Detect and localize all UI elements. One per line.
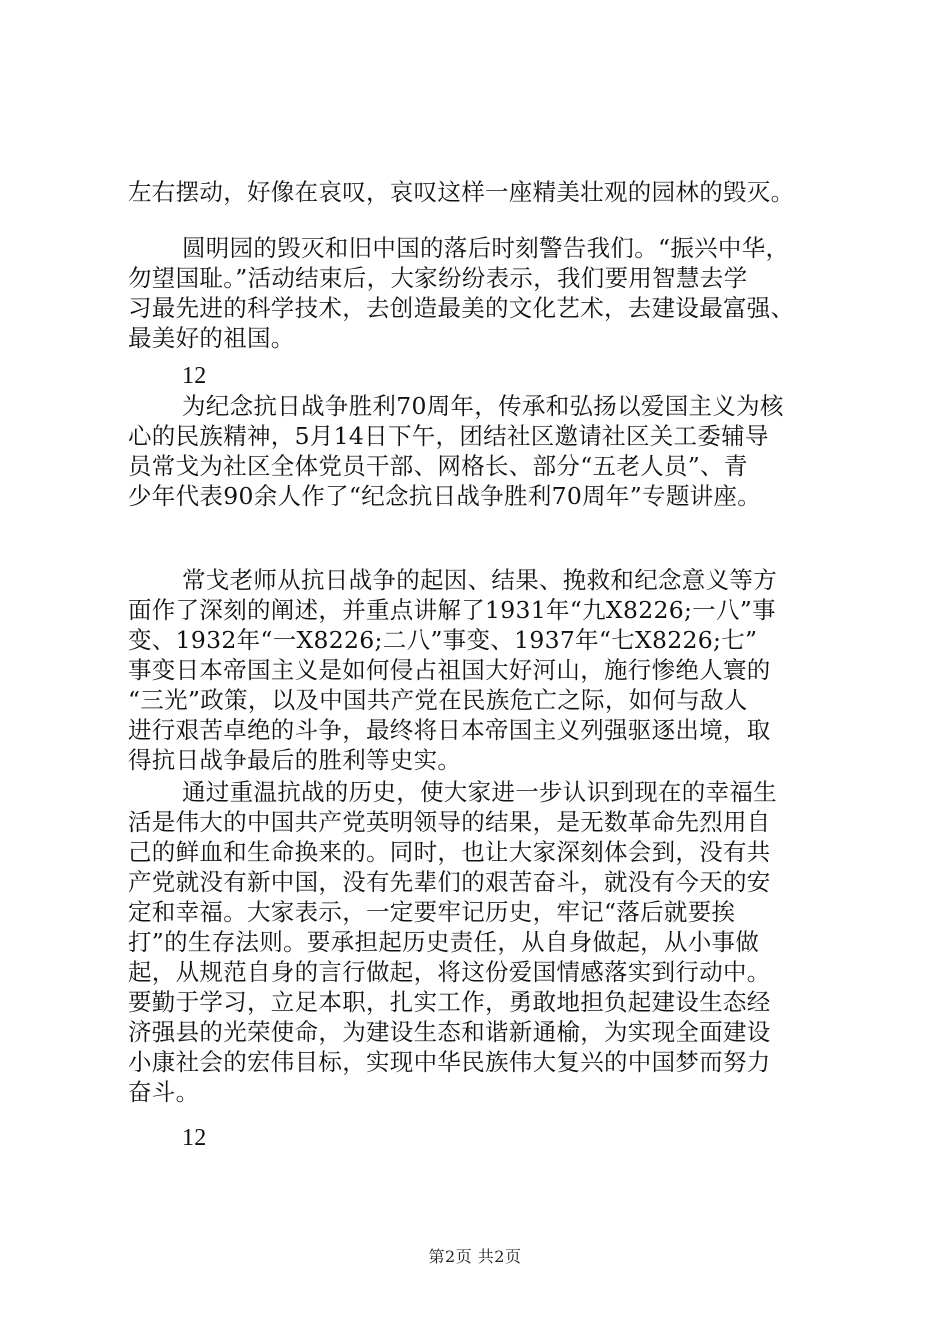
text-line: 得抗日战争最后的胜利等史实。 [128,746,462,774]
paragraph-3 [128,391,848,511]
text-line: “三光”政策，以及中国共产党在民族危亡之际，如何与敌人 [128,686,748,714]
number-marker-1 [128,361,848,391]
text-line: 定和幸福。大家表示，一定要牢记历史，牢记“落后就要挨 [128,898,736,926]
text-line: 要勤于学习，立足本职，扎实工作，勇敢地担负起建设生态经 [128,988,771,1016]
text-line: 打”的生存法则。要承担起历史责任，从自身做起，从小事做 [128,928,760,956]
text-line: 勿望国耻。”活动结束后，大家纷纷表示，我们要用智慧去学 [128,264,748,292]
page-footer [0,1244,950,1267]
text-line: 习最先进的科学技术，去创造最美的文化艺术，去建设最富强、 [128,294,795,322]
text-line: 员常戈为社区全体党员干部、网格长、部分“五老人员”、青 [128,452,748,480]
text-line: 起，从规范自身的言行做起，将这份爱国情感落实到行动中。 [128,958,771,986]
text-line: 为纪念抗日战争胜利70周年，传承和弘扬以爱国主义为核 [182,392,784,420]
paragraph-2 [128,233,848,353]
text-line: 常戈老师从抗日战争的起因、结果、挽救和纪念意义等方 [182,566,777,594]
text-line: 活是伟大的中国共产党英明领导的结果，是无数革命先烈用自 [128,808,771,836]
text-line: 面作了深刻的阐述，并重点讲解了1931年“九X8226;一八”事 [128,596,776,624]
text-line: 圆明园的毁灭和旧中国的落后时刻警告我们。“振兴中华， [182,234,790,262]
text-line: 己的鲜血和生命换来的。同时，也让大家深刻体会到，没有共 [128,838,771,866]
text-line: 少年代表90余人作了“纪念抗日战争胜利70周年”专题讲座。 [128,482,762,510]
text-line: 济强县的光荣使命，为建设生态和谐新通榆，为实现全面建设 [128,1018,771,1046]
text-line: 变、1932年“一X8226;二八”事变、1937年“七X8226;七” [128,626,758,654]
page-number-label: 第2页 共2页 [428,1247,522,1266]
text-line: 产党就没有新中国，没有先辈们的艰苦奋斗，就没有今天的安 [128,868,771,896]
text-line: 最美好的祖国。 [128,324,295,352]
text-line: 通过重温抗战的历史，使大家进一步认识到现在的幸福生 [182,778,777,806]
number-marker-2 [128,1123,848,1153]
paragraph-5 [128,777,848,1107]
text-line: 心的民族精神，5月14日下午，团结社区邀请社区关工委辅导 [128,422,769,450]
text-line: 小康社会的宏伟目标，实现中华民族伟大复兴的中国梦而努力 [128,1048,771,1076]
paragraph-1 [128,177,848,207]
text-line: 进行艰苦卓绝的斗争，最终将日本帝国主义列强驱逐出境，取 [128,716,771,744]
text-line: 事变日本帝国主义是如何侵占祖国大好河山，施行惨绝人寰的 [128,656,771,684]
paragraph-4 [128,565,848,775]
text-line: 奋斗。 [128,1078,200,1106]
number-text: 12 [182,1125,207,1151]
number-text: 12 [182,363,207,389]
text-line: 左右摆动，好像在哀叹，哀叹这样一座精美壮观的园林的毁灭。 [128,178,795,206]
